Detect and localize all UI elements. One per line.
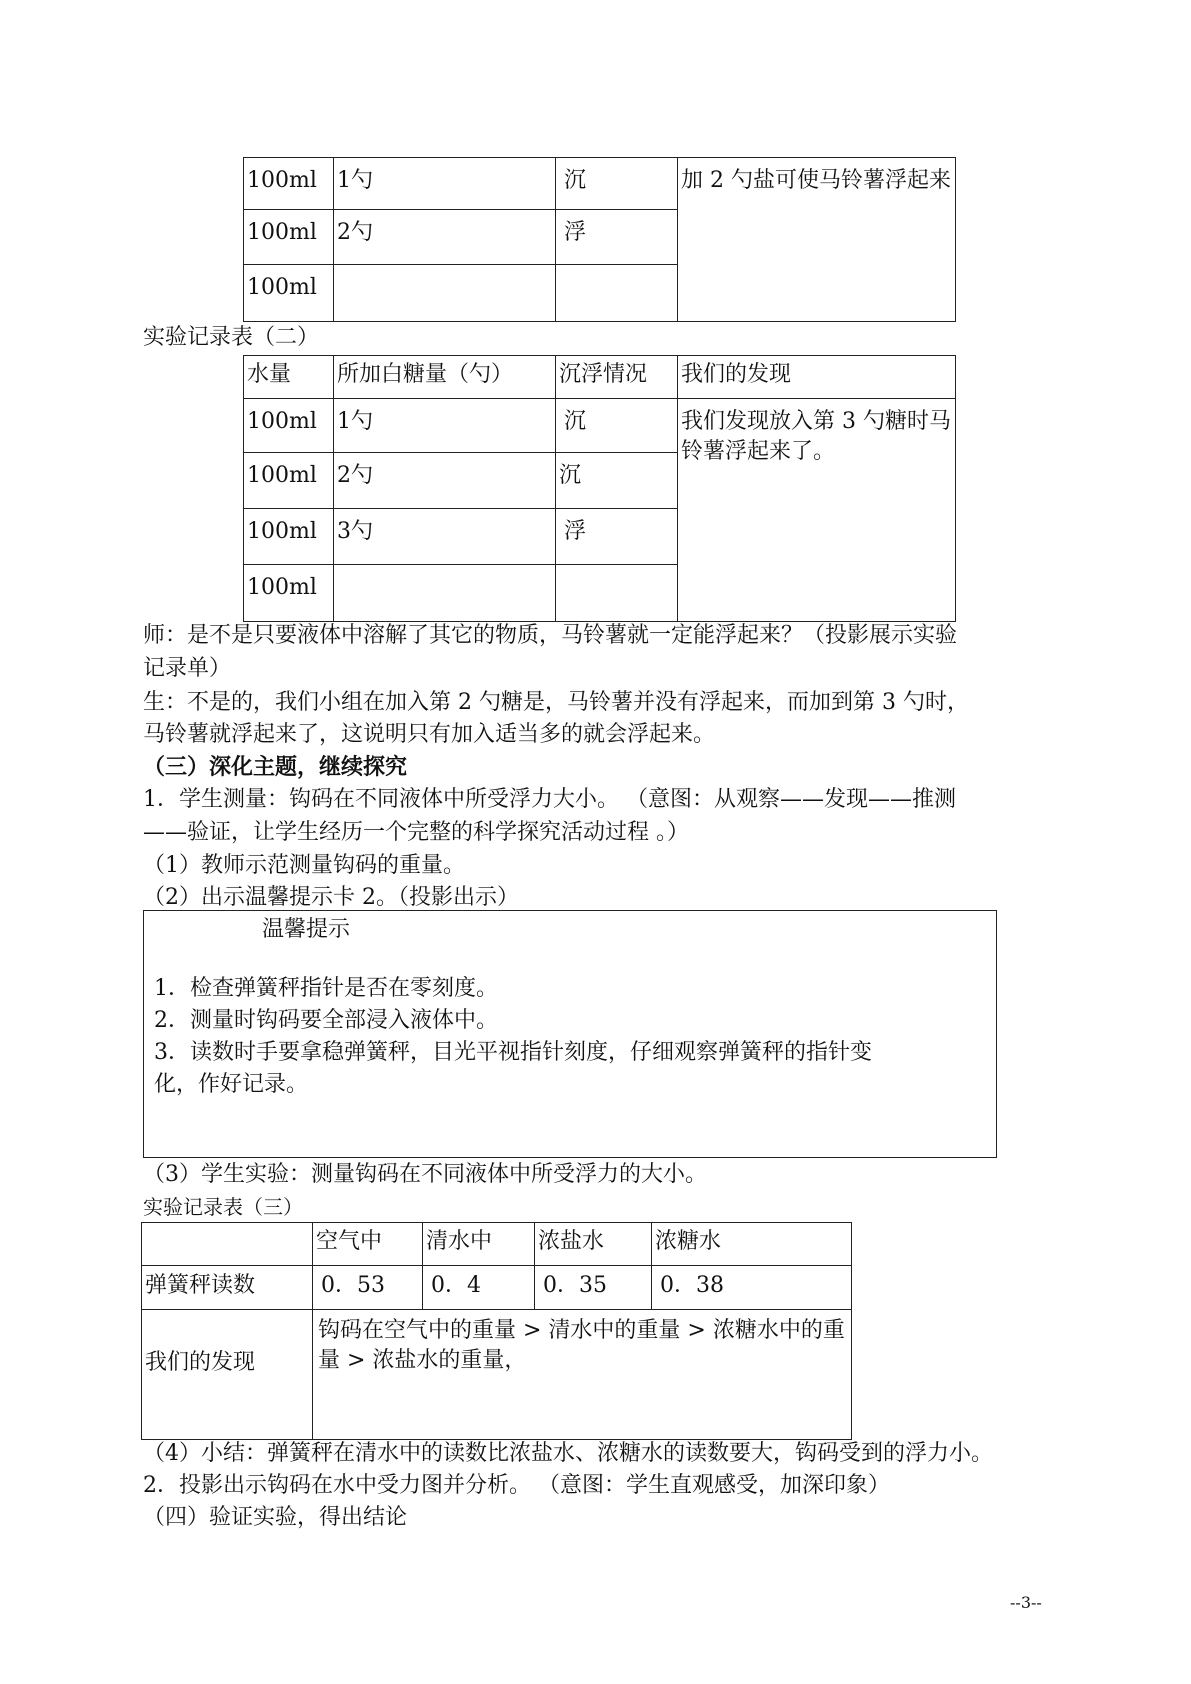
table-cell: 100ml [244, 265, 334, 322]
tip-line: 1．检查弹簧秤指针是否在零刻度。 [154, 976, 498, 1001]
table-row [142, 1266, 852, 1310]
sub-item-2: （2）出示温馨提示卡 2。（投影出示） [143, 885, 519, 910]
column-header: 浓盐水 [535, 1223, 652, 1266]
tip-line: 2．测量时钩码要全部浸入液体中。 [154, 1008, 498, 1033]
table-cell: 100ml [244, 453, 334, 509]
reading-cell: 0．53 [313, 1266, 423, 1310]
item-1: 1．学生测量：钩码在不同液体中所受浮力大小。 （意图：从观察——发现——推测 [143, 787, 956, 812]
section-heading-3: （三）深化主题，继续探究 [143, 754, 408, 780]
table-cell: 2勺 [334, 210, 556, 265]
column-header: 空气中 [313, 1223, 423, 1266]
column-header: 所加白糖量（勺） [334, 356, 556, 399]
item-2: 2．投影出示钩码在水中受力图并分析。 （意图：学生直观感受，加深印象） [143, 1473, 890, 1498]
table-cell: 浮 [556, 210, 678, 265]
column-header: 沉浮情况 [556, 356, 678, 399]
table-cell [556, 265, 678, 322]
page-number: --3-- [1010, 1593, 1042, 1612]
table-cell: 100ml [244, 210, 334, 265]
table-cell: 100ml [244, 509, 334, 565]
table-cell: 100ml [244, 158, 334, 210]
reading-cell: 0．35 [535, 1266, 652, 1310]
table-cell: 3勺 [334, 509, 556, 565]
table-sugar [243, 355, 956, 622]
table-cell: 2勺 [334, 453, 556, 509]
table-row [142, 1310, 852, 1440]
table-cell: 1勺 [334, 399, 556, 453]
table-header-row [244, 356, 956, 399]
table-cell: 沉 [556, 158, 678, 210]
reading-cell: 0．4 [423, 1266, 535, 1310]
finding-cell: 钩码在空气中的重量 > 清水中的重量 > 浓糖水中的重量 > 浓盐水的重量， [313, 1310, 852, 1440]
column-header [142, 1223, 313, 1266]
column-header: 我们的发现 [678, 356, 956, 399]
tip-box [143, 910, 997, 1158]
section-heading-4: （四）验证实验，得出结论 [143, 1505, 408, 1530]
finding-cell: 我们发现放入第 3 勺糖时马铃薯浮起来了。 [678, 399, 956, 622]
sub-item-1: （1）教师示范测量钩码的重量。 [143, 853, 465, 878]
tip-box-title: 温馨提示 [262, 917, 351, 942]
column-header: 水量 [244, 356, 334, 399]
table-row [244, 399, 956, 453]
table2-title: 实验记录表（二） [143, 325, 320, 350]
tip-line: 化，作好记录。 [154, 1072, 309, 1097]
row-label: 我们的发现 [142, 1310, 313, 1440]
item-1-cont: ——验证，让学生经历一个完整的科学探究活动过程 。） [143, 820, 689, 845]
finding-cell: 加 2 勺盐可使马铃薯浮起来 [678, 158, 956, 322]
column-header: 浓糖水 [652, 1223, 852, 1266]
student-answer: 生：不是的，我们小组在加入第 2 勺糖是，马铃薯并没有浮起来，而加到第 3 勺时， [143, 690, 969, 715]
teacher-question-cont: 记录单） [143, 656, 232, 681]
table-header-row [142, 1223, 852, 1266]
column-header: 清水中 [423, 1223, 535, 1266]
table-spring-scale [141, 1222, 852, 1440]
table-row [244, 158, 956, 210]
reading-cell: 0．38 [652, 1266, 852, 1310]
sub-item-3: （3）学生实验：测量钩码在不同液体中所受浮力的大小。 [143, 1162, 707, 1187]
teacher-question: 师：是不是只要液体中溶解了其它的物质，马铃薯就一定能浮起来？（投影展示实验 [143, 623, 958, 648]
table-cell: 1勺 [334, 158, 556, 210]
summary: （4）小结：弹簧秤在清水中的读数比浓盐水、浓糖水的读数要大，钩码受到的浮力小。 [143, 1441, 993, 1466]
tip-line: 3．读数时手要拿稳弹簧秤，目光平视指针刻度，仔细观察弹簧秤的指针变 [154, 1040, 872, 1065]
table-cell: 100ml [244, 399, 334, 453]
table-cell: 沉 [556, 453, 678, 509]
student-answer-cont: 马铃薯就浮起来了，这说明只有加入适当多的就会浮起来。 [143, 722, 716, 747]
table-cell [556, 565, 678, 622]
table-cell [334, 565, 556, 622]
table-cell: 沉 [556, 399, 678, 453]
table-cell: 浮 [556, 509, 678, 565]
table-cell [334, 265, 556, 322]
table-cell: 100ml [244, 565, 334, 622]
table3-title: 实验记录表（三） [143, 1195, 303, 1219]
table-salt-continued [243, 157, 956, 322]
row-label: 弹簧秤读数 [142, 1266, 313, 1310]
